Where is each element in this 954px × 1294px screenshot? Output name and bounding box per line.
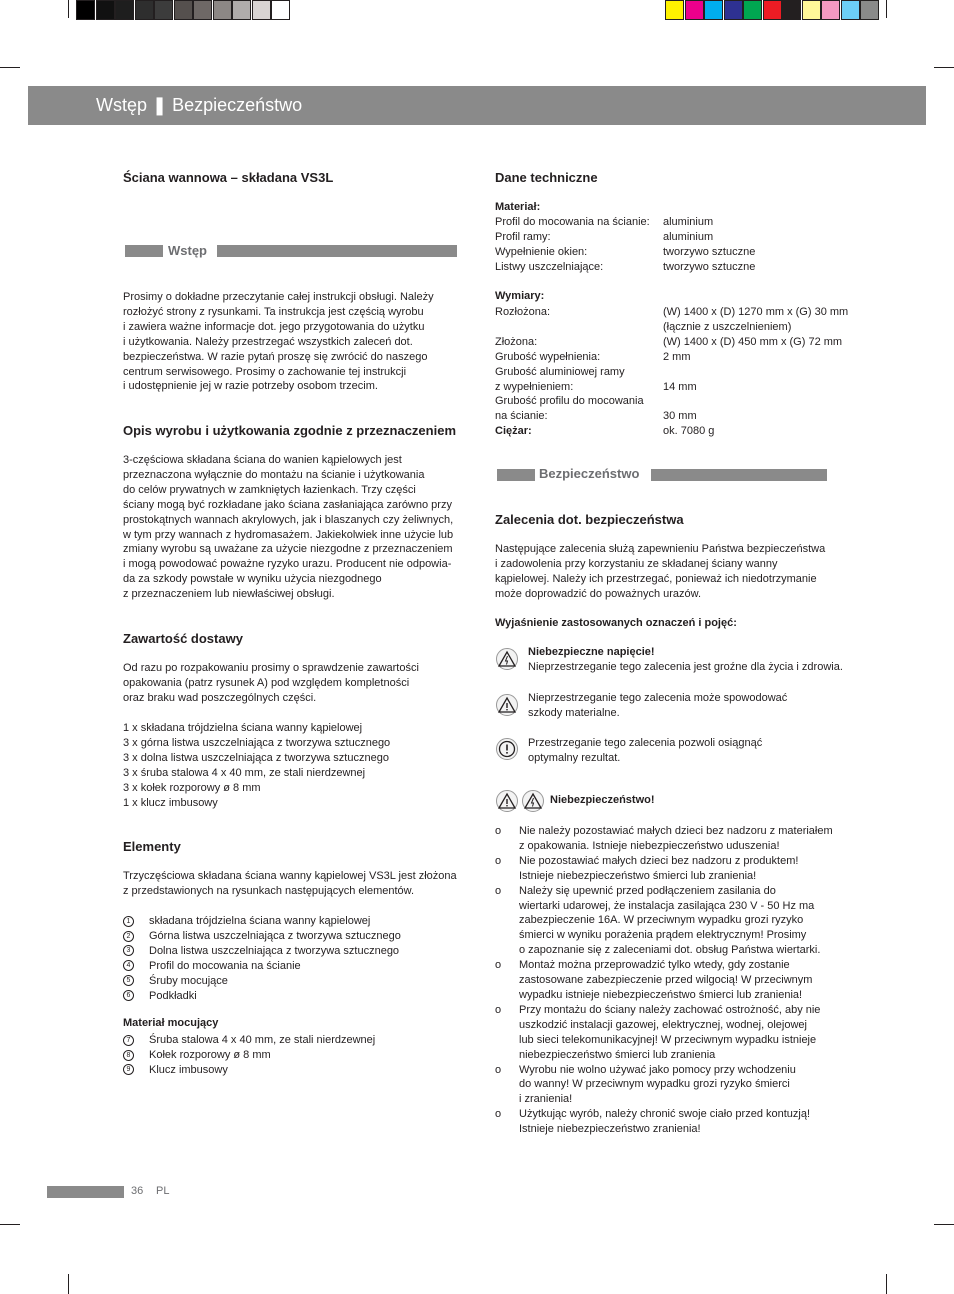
list-item — [123, 989, 478, 1004]
bullet-marker: o — [495, 854, 502, 867]
item-text: Śruby mocujące — [149, 974, 228, 987]
spec-value: 30 mm — [663, 410, 697, 423]
danger-item — [495, 1003, 855, 1063]
warning-triangle-icon — [496, 694, 518, 716]
spec-label: Wypełnienie okien: — [495, 245, 588, 258]
warning-triangle-icon — [496, 790, 518, 812]
bullet-text: Użytkując wyrób, należy chronić swoje ciało przed kontuzją! Istnieje niebezpieczeństwo zranienia! — [519, 1108, 811, 1136]
elements-list — [123, 914, 478, 1003]
crop-mark — [68, 1274, 69, 1294]
elements-heading: Elementy — [123, 839, 181, 854]
bullet-marker: o — [495, 825, 502, 837]
danger-title: Niebezpieczeństwo! — [550, 794, 655, 806]
item-text: Śruba stalowa 4 x 40 mm, ze stali nierdzewnej — [149, 1034, 376, 1046]
item-number: 1 — [123, 916, 134, 927]
bullet-text: Nie należy pozostawiać małych dzieci bez nadzoru z materiałem z opakowania. Istnieje niebezpieczeństwo uduszenia! — [519, 825, 833, 852]
voltage-warning-icon — [522, 790, 544, 812]
dims-table — [495, 305, 855, 424]
color-swatch — [802, 0, 821, 20]
color-swatch — [154, 0, 173, 20]
color-swatch — [232, 0, 251, 20]
spec-row — [495, 230, 855, 245]
list-item: 1 x klucz imbusowy — [123, 796, 218, 809]
bullet-text: Montaż można przeprowadzić tylko wtedy, gdy zostanie zastosowane zabezpieczenie przed wilgocią! W przeciwnym wypadku istnieje niebezpieczeństwo śmierci lub zranienia! — [519, 959, 813, 1001]
symbol1-title: Niebezpieczne napięcie! — [528, 646, 655, 658]
bullet-text: Wyrobu nie wolno używać jako pomocy przy wchodzeniu do wanny! W przeciwnym wypadku grozi ryzyko śmierci i zranienia! — [519, 1063, 796, 1106]
color-swatch — [704, 0, 723, 20]
crop-mark — [886, 1274, 887, 1294]
bullet-marker: o — [495, 1003, 502, 1016]
crop-mark — [0, 67, 20, 68]
spec-row — [495, 245, 855, 260]
bullet-text: Należy się upewnić przed podłączeniem zasilania do wiertarki udarowej, że instalacja zasilająca 230 V - 50 Hz ma zabezpieczenie 16A. W przeciwnym wypadku grozi ryzyko śmierci w wyniku porażenia prądem elektrycznym! Prosimy o zapoznanie się z zaleceniami dot. obsług Państwa wiertarki. — [519, 884, 821, 957]
weight-label: Ciężar: — [495, 425, 532, 437]
usage-paragraph: 3-częściowa składana ściana do wanien kąpielowych jest przeznaczona wyłącznie do montażu na ścianie i użytkowania do celów prywatnych w zamkniętych łazienkach. Trzy części ściany mogą być rozkładane jako ściana zasłaniająca zarówno przy prostokątnych wannach akrylowych, jak i blaszanych czy żeliwnych, w tym przy wannach z hydromasażem. Jakiekolwiek inne użycie lub zmiany wyrobu są uważane za użycie niezgodne z przeznaczeniem i mogą powodować poważne ryzyko urazu. Producent nie odpowia- da za szkody powstałe w wyniku użycia niezgodnego z przeznaczeniem lub niewłaściwej obsługi. — [123, 454, 454, 601]
spec-label: Złożona: — [495, 335, 538, 348]
crop-mark — [68, 0, 69, 18]
spec-value: aluminium — [663, 230, 714, 243]
item-text: Górna listwa uszczelniająca z tworzywa sztucznego — [149, 929, 401, 942]
intro-paragraph: Prosimy o dokładne przeczytanie całej instrukcji obsługi. Należy rozłożyć strony z rysunkami. Ta instrukcja jest częścią wyrobu i zawiera ważne informacje dot. jego przygotowania do użytku i użytkowania. Należy przestrzegać wszystkich zaleceń dot. bezpieczeństwa. W razie pytań proszę się zwrócić do naszego centrum serwisowego. Prosimy o zachowanie tej instrukcji i udostępnienie jej w razie potrzeby osobom trzecim. — [123, 291, 434, 393]
weight-value: ok. 7080 g — [663, 425, 715, 437]
list-item — [123, 1048, 478, 1063]
color-swatch — [252, 0, 271, 20]
color-swatch — [782, 0, 801, 20]
color-swatch — [841, 0, 860, 20]
crop-mark — [0, 1224, 20, 1225]
list-item — [123, 929, 478, 944]
spec-value: (W) 1400 x (D) 450 mm x (G) 72 mm — [663, 335, 843, 348]
delivery-list — [123, 721, 478, 810]
list-item — [123, 944, 478, 959]
item-text: Dolna listwa uszczelniająca z tworzywa sztucznego — [149, 944, 400, 957]
list-item: 3 x kołek rozporowy ø 8 mm — [123, 781, 261, 794]
spec-label: Profil ramy: — [495, 230, 551, 243]
spec-label: Grubość profilu do mocowania na ścianie: — [495, 395, 644, 423]
color-swatch — [135, 0, 154, 20]
spec-value: (W) 1400 x (D) 1270 mm x (G) 30 mm (łącznie z uszczelnieniem) — [663, 306, 849, 333]
section-bar-left — [497, 469, 535, 481]
bullet-text: Nie pozostawiać małych dzieci bez nadzoru z produktem! Istnieje niebezpieczeństwo śmierci lub zranienia! — [519, 854, 799, 882]
material-label: Materiał: — [495, 201, 541, 213]
list-item: 3 x śruba stalowa 4 x 40 mm, ze stali nierdzewnej — [123, 766, 366, 779]
crop-mark — [934, 1224, 954, 1225]
item-text: Klucz imbusowy — [149, 1063, 228, 1076]
list-item — [123, 959, 478, 974]
color-swatch — [193, 0, 212, 20]
spec-row — [495, 335, 855, 350]
spec-value: aluminium — [663, 216, 714, 228]
exclamation-icon — [496, 738, 518, 760]
crop-mark — [886, 0, 887, 18]
symbol2-text: Nieprzestrzeganie tego zalecenia może spowodować szkody materialne. — [528, 692, 788, 719]
spec-label: Listwy uszczelniające: — [495, 260, 604, 273]
danger-item — [495, 854, 855, 884]
color-swatch — [860, 0, 879, 20]
mount-list — [123, 1033, 478, 1078]
safety-paragraph: Następujące zalecenia służą zapewnieniu Państwa bezpieczeństwa i zadowolenia przy korzystaniu ze składanej ściany wanny kąpielowej. Należy ich przestrzegać, ponieważ ich niedotrzymanie może doprowadzić do poważnych urazów. — [495, 543, 826, 600]
item-number: 8 — [123, 1050, 134, 1061]
danger-item — [495, 1063, 855, 1108]
section-label-intro: Wstęp — [168, 243, 207, 258]
bullet-marker: o — [495, 959, 502, 972]
symbol3-text: Przestrzeganie tego zalecenia pozwoli osiągnąć optymalny rezultat. — [528, 737, 763, 764]
delivery-paragraph: Od razu po rozpakowaniu prosimy o sprawdzenie zawartości opakowania (patrz rysunek A) pod względem kompletności oraz braku wad poszczególnych części. — [123, 662, 419, 704]
spec-label: Grubość aluminiowej ramy z wypełnieniem: — [495, 365, 625, 393]
section-bar-right — [217, 245, 457, 257]
symbols-heading: Wyjaśnienie zastosowanych oznaczeń i pojęć: — [495, 617, 737, 629]
delivery-heading: Zawartość dostawy — [123, 631, 243, 646]
list-item — [123, 974, 478, 989]
color-swatch — [213, 0, 232, 20]
color-swatch — [76, 0, 95, 20]
elements-paragraph: Trzyczęściowa składana ściana wanny kąpielowej VS3L jest złożona z przedstawionych na rysunkach następujących elementów. — [123, 870, 457, 897]
color-swatch — [665, 0, 684, 20]
list-item — [123, 1063, 478, 1078]
color-swatch — [724, 0, 743, 20]
symbol1-text: Nieprzestrzeganie tego zalecenia jest groźne dla życia i zdrowia. — [528, 661, 843, 673]
item-number: 4 — [123, 960, 134, 971]
footer-bar — [47, 1186, 124, 1198]
material-table — [495, 215, 855, 275]
list-item — [123, 914, 478, 929]
color-swatch — [685, 0, 704, 20]
color-swatch — [115, 0, 134, 20]
spec-value: 2 mm — [663, 350, 691, 363]
spec-row — [495, 215, 855, 230]
item-number: 9 — [123, 1064, 134, 1075]
color-swatch — [271, 0, 290, 20]
item-text: składana trójdzielna ściana wanny kąpielowej — [149, 915, 371, 927]
item-number: 5 — [123, 975, 134, 986]
voltage-warning-icon — [496, 648, 518, 670]
item-number: 2 — [123, 931, 134, 942]
spec-label: Rozłożona: — [495, 306, 551, 318]
color-swatch — [743, 0, 762, 20]
item-text: Profil do mocowania na ścianie — [149, 959, 301, 972]
color-swatch — [174, 0, 193, 20]
danger-item — [495, 884, 855, 959]
safety-heading: Zalecenia dot. bezpieczeństwa — [495, 512, 684, 527]
page-title: Wstęp ❚ Bezpieczeństwo — [96, 95, 303, 115]
crop-mark — [934, 67, 954, 68]
color-swatch — [763, 0, 782, 20]
spec-value: tworzywo sztuczne — [663, 245, 756, 258]
spec-label: Grubość wypełnienia: — [495, 350, 601, 363]
item-text: Kołek rozporowy ø 8 mm — [149, 1048, 271, 1061]
list-item: 3 x górna listwa uszczelniająca z tworzywa sztucznego — [123, 736, 391, 749]
spec-row — [495, 305, 855, 335]
spec-label: Profil do mocowania na ścianie: — [495, 216, 650, 228]
bullet-marker: o — [495, 1108, 502, 1121]
danger-item — [495, 1107, 855, 1137]
danger-item — [495, 958, 855, 1003]
weight-row — [495, 424, 855, 439]
list-item: 1 x składana trójdzielna ściana wanny kąpielowej — [123, 722, 363, 734]
danger-list — [495, 824, 855, 1137]
spec-value: 14 mm — [663, 380, 697, 393]
section-bar-right — [651, 469, 827, 481]
section-label-safety: Bezpieczeństwo — [539, 466, 640, 481]
spec-row — [495, 260, 855, 275]
product-title: Ściana wannowa – składana VS3L — [123, 170, 334, 185]
list-item: 3 x dolna listwa uszczelniająca z tworzywa sztucznego — [123, 751, 389, 764]
tech-heading: Dane techniczne — [495, 170, 598, 185]
bullet-text: Przy montażu do ściany należy zachować ostrożność, aby nie uszkodzić instalacji gazowej, elektrycznej, wodnej, olejowej lub sieci telekomunikacyjnej! W przeciwnym wypadku istnieje niebezpieczeństwo śmierci lub zranienia — [519, 1003, 821, 1061]
color-swatch — [821, 0, 840, 20]
bullet-marker: o — [495, 1063, 502, 1076]
danger-item — [495, 824, 855, 854]
list-item — [123, 1033, 478, 1048]
item-number: 7 — [123, 1035, 134, 1046]
page-language: PL — [156, 1185, 170, 1197]
color-swatch — [96, 0, 115, 20]
bullet-marker: o — [495, 884, 502, 897]
spec-row — [495, 394, 855, 424]
item-number: 3 — [123, 945, 134, 956]
page-number: 36 — [131, 1185, 144, 1197]
dims-label: Wymiary: — [495, 290, 545, 302]
spec-value: tworzywo sztuczne — [663, 260, 756, 273]
item-number: 6 — [123, 990, 134, 1001]
item-text: Podkładki — [149, 989, 197, 1002]
mount-heading: Materiał mocujący — [123, 1017, 219, 1029]
section-bar-left — [125, 245, 163, 257]
spec-row — [495, 350, 855, 365]
spec-row — [495, 365, 855, 395]
usage-heading: Opis wyrobu i użytkowania zgodnie z przeznaczeniem — [123, 423, 457, 438]
